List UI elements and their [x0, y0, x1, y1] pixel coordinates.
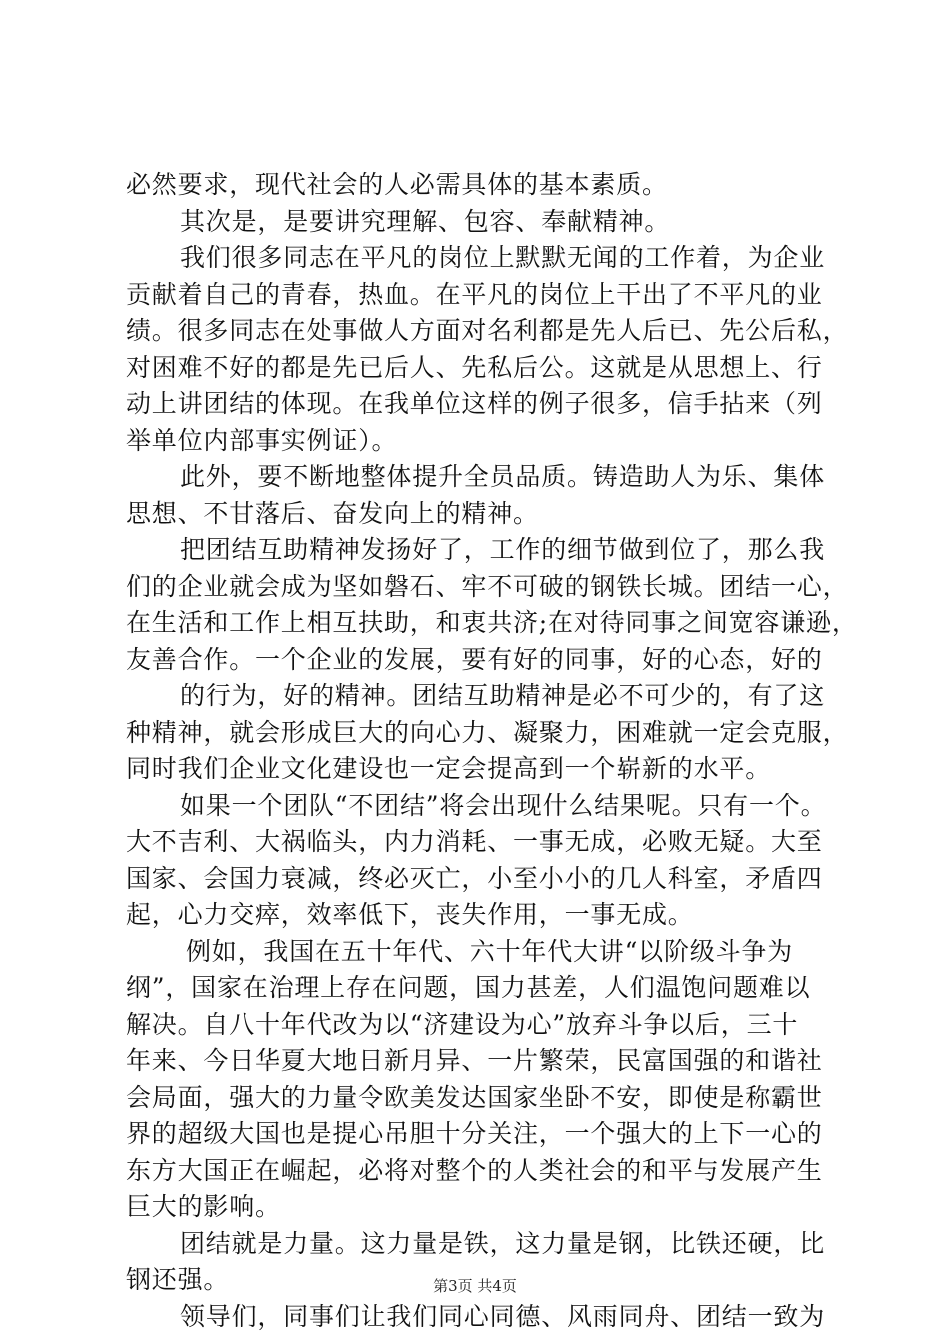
document-body	[126, 167, 858, 1335]
text-line: 例如，我国在五十年代、六十年代大讲“以阶级斗争为	[186, 936, 793, 966]
text-line: 其次是，是要讲究理解、包容、奉献精神。	[180, 206, 671, 236]
text-line: 此外，要不断地整体提升全员品质。铸造助人为乐、集体	[180, 462, 826, 491]
text-line: 界的超级大国也是提心吊胆十分关注，一个强大的上下一心的	[126, 1119, 823, 1148]
text-line: 大不吉利、大祸临头，内力消耗、一事无成，必败无疑。大至	[126, 827, 823, 856]
text-line: 巨大的影响。	[126, 1192, 281, 1221]
text-line: 解决。自八十年代改为以“济建设为心”放弃斗争以后，三十	[126, 1009, 799, 1039]
text-line: 种精神，就会形成巨大的向心力、凝聚力，困难就一定会克服，	[126, 717, 849, 747]
text-line: 对困难不好的都是先已后人、先私后公。这就是从思想上、行	[126, 352, 823, 382]
text-line: 贡献着自己的青春，热血。在平凡的岗位上干出了不平凡的业	[126, 279, 823, 309]
text-line: 纲”，国家在治理上存在问题，国力甚差，人们温饱问题难以	[126, 973, 811, 1002]
text-line: 绩。很多同志在处事做人方面对名利都是先人后已、先公后私，	[126, 316, 849, 345]
text-line: 钢还强。	[126, 1265, 230, 1294]
text-line: 会局面，强大的力量令欧美发达国家坐卧不安，即使是称霸世	[126, 1082, 823, 1112]
text-line: 如果一个团队“不团结”将会出现什么结果呢。只有一个。	[180, 790, 827, 820]
text-line: 起，心力交瘁，效率低下，丧失作用，一事无成。	[126, 900, 694, 929]
text-line: 领导们，同事们让我们同心同德、风雨同舟、团结一致为	[180, 1301, 826, 1331]
text-line: 在生活和工作上相互扶助，和衷共济;在对待同事之间宽容谦逊，	[126, 608, 858, 637]
text-line: 举单位内部事实例证）。	[126, 425, 398, 455]
text-line: 们的企业就会成为坚如磐石、牢不可破的钢铁长城。团结一心，	[126, 571, 849, 601]
text-line: 年来、今日华夏大地日新月异、一片繁荣，民富国强的和谐社	[126, 1046, 823, 1075]
text-line: 同时我们企业文化建设也一定会提高到一个崭新的水平。	[126, 754, 772, 783]
text-line: 必然要求，现代社会的人必需具体的基本素质。	[126, 170, 668, 199]
text-line: 我们很多同志在平凡的岗位上默默无闻的工作着，为企业	[180, 243, 826, 272]
text-line: 国家、会国力衰减，终必灭亡，小至小小的几人科室，矛盾四	[126, 863, 823, 893]
text-line: 的行为，好的精神。团结互助精神是必不可少的，有了这	[180, 681, 826, 710]
text-line: 把团结互助精神发扬好了，工作的细节做到位了，那么我	[180, 535, 826, 564]
page-number-footer: 第3页 共4页	[433, 1277, 517, 1295]
text-line: 团结就是力量。这力量是铁，这力量是钢，比铁还硬，比	[180, 1228, 826, 1258]
text-line: 思想、不甘落后、奋发向上的精神。	[126, 498, 539, 528]
text-line: 东方大国正在崛起，必将对整个的人类社会的和平与发展产生	[126, 1155, 823, 1185]
text-line: 友善合作。一个企业的发展，要有好的同事，好的心态，好的	[126, 644, 823, 674]
text-line: 动上讲团结的体现。在我单位这样的例子很多，信手拈来（列	[126, 389, 823, 418]
